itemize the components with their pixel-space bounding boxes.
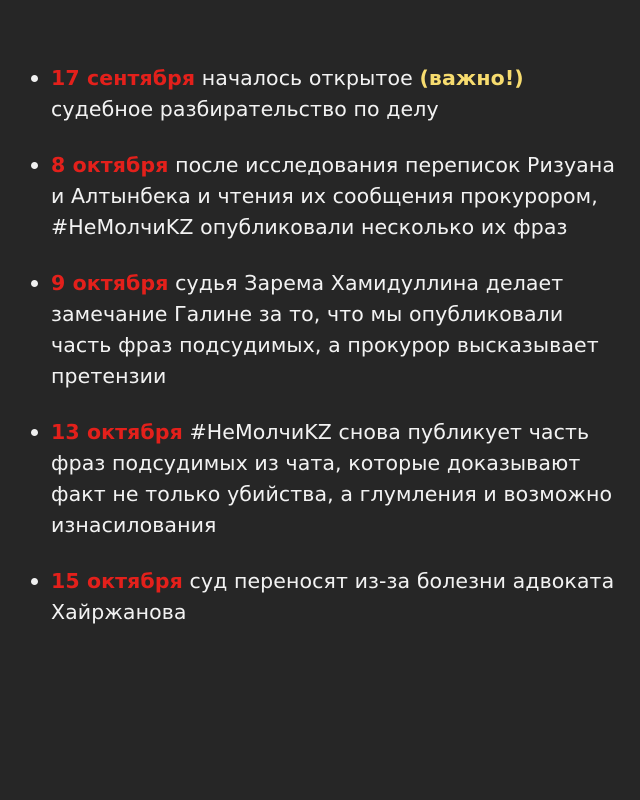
timeline-entry-oct-15 xyxy=(31,566,622,628)
entry-date: 15 октября xyxy=(51,569,183,593)
entry-body: судебное разбирательство по делу xyxy=(51,97,439,121)
timeline-entry-sep-17 xyxy=(31,63,622,125)
entry-date: 17 сентября xyxy=(51,66,196,90)
entry-body: судья Зарема Хамидуллина делает замечание Галине за то, что мы опубликовали часть фраз подсудимых, а прокурор высказывает претензии xyxy=(51,271,599,388)
entry-text xyxy=(51,566,622,628)
timeline-entry-oct-13 xyxy=(31,417,622,541)
bullet-dot-icon xyxy=(31,75,38,82)
entry-date: 13 октября xyxy=(51,420,183,444)
entry-body: #НеМолчиKZ снова публикует часть фраз подсудимых из чата, которые доказывают факт не только убийства, а глумления и возможно изнасилования xyxy=(51,420,613,537)
entry-text xyxy=(51,63,622,125)
entry-text xyxy=(51,417,622,541)
entry-highlight: (важно!) xyxy=(419,66,524,90)
entry-body: суд переносят из-за болезни адвоката Хайржанова xyxy=(51,569,615,624)
entry-date: 8 октября xyxy=(51,153,169,177)
timeline-entry-oct-9 xyxy=(31,268,622,392)
bullet-dot-icon xyxy=(31,429,38,436)
entry-body: началось открытое xyxy=(195,66,420,90)
entry-text xyxy=(51,150,622,243)
entry-body: после исследования переписок Ризуана и Алтынбека и чтения их сообщения прокурором, #НеМолчиKZ опубликовали несколько их фраз xyxy=(51,153,616,239)
bullet-dot-icon xyxy=(31,578,38,585)
entry-text xyxy=(51,268,622,392)
bullet-dot-icon xyxy=(31,162,38,169)
timeline-list xyxy=(31,63,622,628)
timeline-entry-oct-8 xyxy=(31,150,622,243)
entry-date: 9 октября xyxy=(51,271,169,295)
bullet-dot-icon xyxy=(31,280,38,287)
